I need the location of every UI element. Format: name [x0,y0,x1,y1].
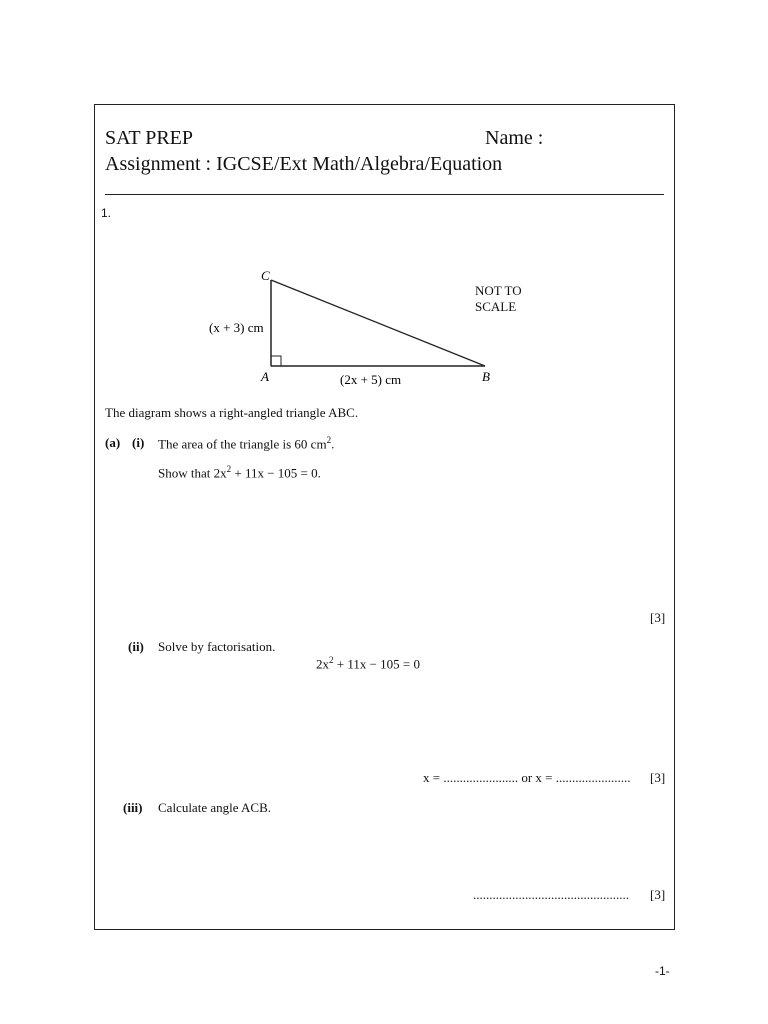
sub-iii-marks: [3] [650,887,666,902]
worksheet-frame [94,104,675,930]
sub-ii-text: Solve by factorisation. [158,639,276,654]
header-title: SAT PREP [105,127,194,149]
not-to-scale-note: NOT TO SCALE [475,283,522,314]
sub-i-marks: [3] [650,610,666,625]
sub-i-text: The area of the triangle is 60 $cm^2$. [158,435,335,452]
page-number: -1- [655,964,670,978]
name-label: Name : [485,127,544,149]
sub-iii-label: (iii) [123,800,143,815]
header-divider [105,194,664,195]
question-intro: The diagram shows a right-angled triangle ABC. [105,405,359,420]
vertex-a-label: A [261,369,269,384]
side-ab-label: (2x + 5) cm [340,372,402,387]
question-number: 1. [101,206,112,220]
vertex-b-label: B [482,369,490,384]
sub-iii-text: Calculate angle ACB. [158,800,272,815]
right-angle-marker [271,356,281,366]
assignment-title: Assignment : IGCSE/Ext Math/Algebra/Equation [105,153,503,175]
sub-ii-marks: [3] [650,770,666,785]
part-a-label: (a) [105,435,121,450]
sub-ii-equation: $2x^2 + 11x - 105 = 0$ [316,655,421,672]
vertex-c-label: C [261,268,270,283]
sub-iii-answer-line: ................................................ [473,887,629,902]
sub-ii-answer-line: x = ....................... or x = ....................... [423,770,631,785]
sub-i-show-that: Show that $2x^2 + 11x - 105 = 0$. [158,464,321,481]
sub-i-label: (i) [132,435,145,450]
side-cb [271,280,485,366]
sub-ii-label: (ii) [128,639,144,654]
side-ac-label: (x + 3) cm [209,320,264,335]
